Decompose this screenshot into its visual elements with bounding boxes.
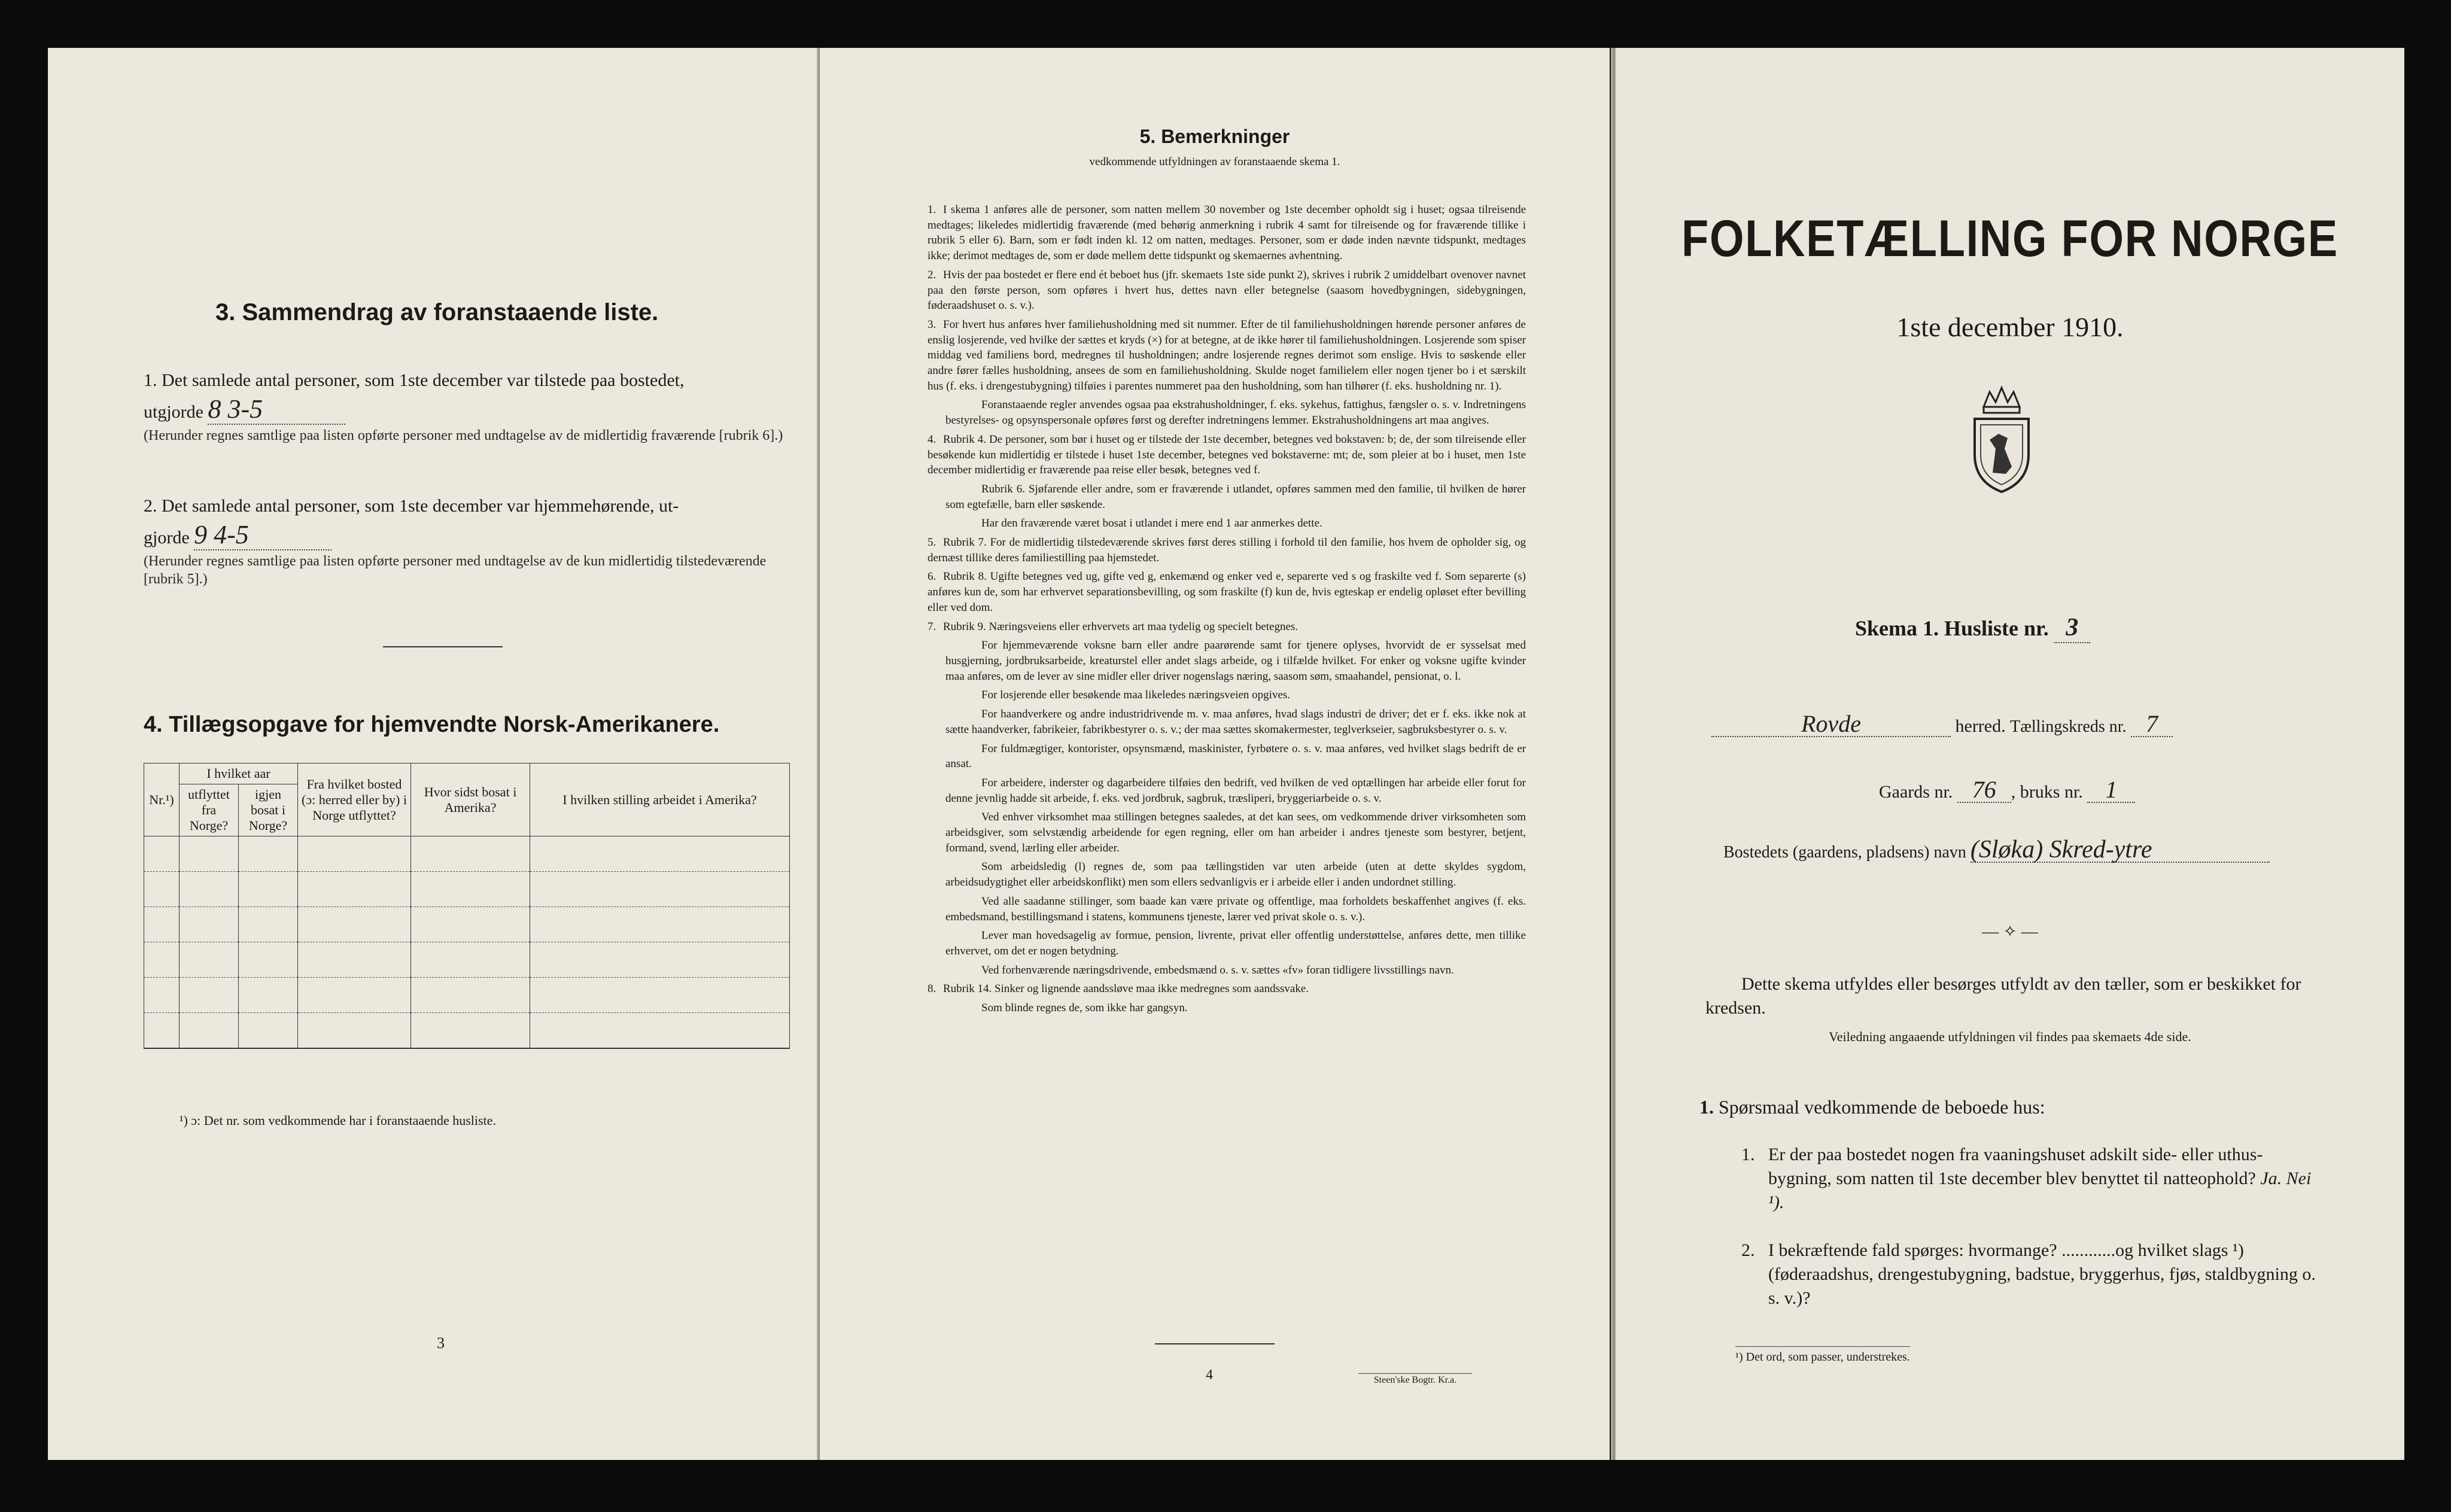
col-emigrated: utflyttet fra Norge? [180, 784, 239, 836]
item-text: Det samlede antal personer, som 1ste december var hjemmehørende, ut- [162, 496, 679, 516]
instruction-1: Dette skema utfyldes eller besørges utfyldt av den tæller, som er beskikket for kredsen. [1705, 974, 2301, 1018]
remark-item [928, 535, 1526, 565]
form-title: FOLKETÆLLING FOR NORGE [1681, 210, 2339, 267]
gaards-label: Gaards nr. [1879, 782, 1953, 802]
schema-heading [1855, 613, 2090, 643]
remark-item [928, 267, 1526, 314]
remark-text: I skema 1 anføres alle de personer, som natten mellem 30 november og 1ste december opholdt sig i huset; ogsaa tilreisende medtages; likeledes midlertidig fraværende (med behørig anmerkning i rubrik 4 samt for tilreisende og for fraværende tillike i rubrik 5 eller 6). Barn, som er født inden kl. 12 om natten, medtages. Personer, som er døde inden nævnte tidspunkt, medtages ikke; derimot medtages de, som er døde mellem dette tidspunkt og skemaernes avhentning. [928, 203, 1526, 263]
divider [383, 646, 503, 647]
item-lead: utgjorde [144, 402, 203, 422]
remark-item [928, 859, 1526, 890]
question-number: 1. [1741, 1145, 1755, 1164]
remark-text: Som blinde regnes de, som ikke har gangsyn. [981, 1002, 1188, 1015]
table-footnote: ¹) ɔ: Det nr. som vedkommende har i foranstaaende husliste. [180, 1113, 496, 1128]
remark-text: For haandverkere og andre industridrivende m. v. maa anføres, hvad slags industri de driver; det er f. eks. ikke nok at sætte haandverker, fabrikeier, fabrikbestyrer o. s. v.; der maa sættes skomakermester, teglverkseier, sagbruksbestyrer o. s. v. [945, 708, 1526, 736]
coat-of-arms-icon [1963, 383, 2041, 497]
remark-text: For fuldmægtiger, kontorister, opsynsmænd, maskinister, fyrbøtere o. s. v. maa anføres, ved hvilket slags bedrift de er ansat. [945, 742, 1526, 771]
heading-text: Spørsmaal vedkommende de beboede hus: [1719, 1096, 2045, 1118]
page-1 [1616, 48, 2404, 1460]
bosted-label: Bostedets (gaardens, pladsens) navn [1723, 843, 1966, 862]
section-4-title: 4. Tillægsopgave for hjemvendte Norsk-Amerikanere. [144, 712, 720, 737]
summary-item-2 [144, 492, 796, 588]
remark-item [928, 894, 1526, 924]
remark-number: 7. [928, 620, 936, 633]
remarks-title: 5. Bemerkninger [1139, 126, 1290, 147]
remark-text: Ved enhver virksomhet maa stillingen betegnes saaledes, at det kan sees, om vedkommende driver virksomheten som arbeidsgiver, som selvstændig arbeidende for egen regning, eller om han arbeider i andres tjeneste som bestyrer, betjent, formand, svend, lærling eller arbeider. [945, 811, 1526, 854]
section-3-title: 3. Sammendrag av foranstaaende liste. [215, 299, 659, 325]
question-text: I bekræftende fald spørges: hvormange? ............og hvilket slags ¹) (føderaadshus, drengestubygning, badstue, bryggerhus, fjøs, staldbygning o. s. v.)? [1768, 1240, 2316, 1308]
remark-item [928, 1000, 1526, 1016]
remark-text: For hvert hus anføres hver familiehusholdning med sit nummer. Efter de til familiehusholdningen hørende personer anføres de enslig losjerende, ved hvilke der sættes et kryds (×) for at betegne, at de ikke hører til familiehusholdningen. Losjerende som spiser middag ved familiens bord, medregnes til husholdningen; andre losjerende regnes derimot som enslige. Hvis to søskende eller andre fører fælles husholdning, ansees de som en familiehusholdning. Skulde noget familielem eller nogen tjener bo i et særskilt hus (f. eks. i drengestubygning) tilføies i parentes nummeret paa den husholdning, som han tilhører (f. eks. husholdning nr. 1). [928, 318, 1526, 393]
remark-number: 2. [928, 268, 936, 281]
remark-text: Ved forhenværende næringsdrivende, embedsmænd o. s. v. sættes «fv» foran tidligere livsstillings navn. [981, 963, 1454, 976]
col-from-where: Fra hvilket bosted (ɔ: herred eller by) i Norge utflyttet? [298, 763, 411, 836]
remark-item [928, 202, 1526, 264]
page-number: 3 [437, 1334, 445, 1352]
herred-label: herred. [1955, 716, 2006, 736]
item-1-note: (Herunder regnes samtlige paa listen opførte personer med undtagelse av de midlertidig fraværende [rubrik 6].) [144, 428, 783, 443]
remark-number: 4. [928, 433, 936, 446]
remark-item [928, 619, 1526, 635]
printer-mark: Steen'ske Bogtr. Kr.a. [1358, 1373, 1472, 1386]
table-row [144, 1013, 790, 1049]
remark-item [928, 810, 1526, 856]
page-4 [820, 48, 1610, 1460]
table-row [144, 836, 790, 872]
question-answer: Ja. Nei ¹). [1768, 1169, 2312, 1212]
bosted-line [1723, 838, 2270, 865]
returnee-table [144, 763, 790, 1049]
col-last-america: Hvor sidst bosat i Amerika? [411, 763, 530, 836]
bruks-label: bruks nr. [2020, 782, 2083, 802]
page-3 [48, 48, 820, 1460]
table-row [144, 872, 790, 907]
instruction-2: Veiledning angaaende utfyldningen vil findes paa skemaets 4de side. [1829, 1029, 2191, 1044]
remarks-subtitle: vedkommende utfyldningen av foranstaaende skema 1. [1089, 156, 1340, 168]
present-count: 8 3-5 [208, 395, 345, 425]
remark-item [928, 707, 1526, 737]
remark-text: Rubrik 7. For de midlertidig tilstedeværende skrives først deres stilling i forhold til den familie, hos hvem de opholder sig, og dernæst tillike deres familiestilling paa hjemstedet. [928, 536, 1526, 564]
krets-label: Tællingskreds nr. [2010, 717, 2127, 736]
bruks-value: 1 [2087, 778, 2135, 803]
remark-number: 8. [928, 982, 936, 996]
page-number: 4 [1206, 1367, 1213, 1383]
remark-item [928, 569, 1526, 615]
remarks-list [928, 202, 1526, 1020]
krets-value: 7 [2131, 712, 2173, 737]
bosted-value: (Sløka) Skred-ytre [1970, 838, 2270, 863]
item-number: 1. [144, 370, 157, 390]
gaards-value: 76 [1957, 778, 2011, 803]
remark-text: For hjemmeværende voksne barn eller andre paarørende samt for tjenere oplyses, hvorvidt de er sysselsat med husgjerning, jordbruksarbeide, kreaturstel eller andet slags arbeide, og i tilfælde hvilket. For enker og voksne ugifte kvinder maa anføres, om de lever av sine midler eller driver nogenslags næring, saasom søm, smaahandel, pensionat, o. l. [945, 639, 1526, 683]
question-2 [1741, 1239, 2316, 1310]
remark-item [928, 638, 1526, 684]
remark-text: For losjerende eller besøkende maa likeledes næringsveien opgives. [981, 689, 1291, 702]
remark-number: 6. [928, 570, 936, 583]
item-2-note: (Herunder regnes samtlige paa listen opførte personer med undtagelse av de kun midlertidig tilstedeværende [rubrik 5].) [144, 553, 767, 587]
remark-text: Hvis der paa bostedet er flere end ét beboet hus (jfr. skemaets 1ste side punkt 2), skrives i rubrik 2 umiddelbart ovenover navnet paa den første person, som opføres i hvert hus, dettes navn eller betegnelse (saasom hovedbygningen, sidebygningen, føderaadshuset o. s. v.). [928, 268, 1526, 312]
remark-text: Rubrik 9. Næringsveiens eller erhvervets art maa tydelig og specielt betegnes. [943, 620, 1299, 633]
col-returned: igjen bosat i Norge? [239, 784, 298, 836]
divider [1155, 1343, 1275, 1344]
page-1-footnote: ¹) Det ord, som passer, understrekes. [1735, 1346, 1910, 1364]
resident-count: 9 4-5 [194, 521, 332, 550]
remark-item [928, 741, 1526, 772]
herred-line [1711, 712, 2173, 739]
table-row [144, 942, 790, 978]
remark-item [928, 687, 1526, 703]
summary-item-1 [144, 366, 796, 445]
gaards-line: Gaards nr. 76 , bruks nr. 1 [1879, 778, 2135, 804]
questions-heading [1699, 1095, 2045, 1119]
remark-text: Rubrik 6. Sjøfarende eller andre, som er fraværende i utlandet, opføres sammen med den familie, til hvilken de hører som egtefælle, barn eller søskende. [945, 482, 1526, 511]
schema-label: Skema 1. Husliste nr. [1855, 616, 2049, 640]
remark-text: Som arbeidsledig (l) regnes de, som paa tællingstiden var uten arbeide (uten at dette skyldes sygdom, arbeidsudygtighet eller arbeidskonflikt) men som ellers sedvanligvis er i arbeide eller i anden undordnet stilling. [945, 860, 1526, 889]
census-date: 1ste december 1910. [1896, 312, 2124, 342]
remark-text: For arbeidere, inderster og dagarbeidere tilføies den bedrift, ved hvilken de ved optællingen har arbeide eller forut for denne jevnlig hadde sit arbeide, f. eks. ved jordbruk, sagbruk, træsliperi, bryggeriarbeide o. s. v. [945, 776, 1526, 805]
remark-item [928, 317, 1526, 394]
col-nr: Nr.¹) [144, 763, 180, 836]
col-year-group: I hvilket aar [180, 763, 298, 784]
remark-item [928, 981, 1526, 997]
remark-text: Foranstaaende regler anvendes ogsaa paa ekstrahusholdninger, f. eks. sykehus, fattighus, fængsler o. s. v. Indretningens bestyrelses- og opsynspersonale opføres først og derefter indretningens lemmer. Ekstrahusholdningens art maa angives. [945, 398, 1526, 427]
question-number: 2. [1741, 1240, 1755, 1260]
remark-number: 3. [928, 318, 936, 331]
remark-text: Rubrik 8. Ugifte betegnes ved ug, gifte ved g, enkemænd og enker ved e, separerte ved s og fraskilte ved f. Som separerte (s) anføres kun de, som har erhvervet separationsbevilling, og som fraskilte (f) kun de, hvis egteskap er endelig opløset efter bevilling eller ved dom. [928, 570, 1526, 614]
col-position: I hvilken stilling arbeidet i Amerika? [530, 763, 790, 836]
table-row [144, 978, 790, 1013]
remark-item [928, 775, 1526, 806]
remark-number: 5. [928, 536, 936, 549]
remark-item [928, 928, 1526, 959]
remark-text: Ved alle saadanne stillinger, som baade kan være private og offentlige, maa forholdets beskaffenhet angives (f. eks. embedsmand, bestillingsmand i statens, kommunens tjeneste, lærer ved privat skole o. s. v.). [945, 895, 1526, 923]
herred-value: Rovde [1711, 712, 1951, 737]
remark-item [928, 516, 1526, 531]
question-text: Er der paa bostedet nogen fra vaaningshuset adskilt side- eller uthus-bygning, som natten til 1ste december blev benyttet til natteophold? [1768, 1145, 2263, 1188]
item-number: 2. [144, 496, 157, 516]
remark-item [928, 963, 1526, 978]
remark-item [928, 482, 1526, 512]
remark-number: 1. [928, 203, 936, 216]
item-text: Det samlede antal personer, som 1ste december var tilstede paa bostedet, [162, 370, 685, 390]
heading-number: 1. [1699, 1096, 1714, 1118]
remark-text: Rubrik 4. De personer, som bør i huset og er tilstede der 1ste december, betegnes ved bokstaven: b; de, der som tilreisende eller besøkende kun midlertidig er tilstede i huset 1ste december, betegnes ved bokstaverne: mt; de, som pleier at bo i huset, men 1ste december midlertidig er fraværende paa reise eller besøk, betegnes ved f. [928, 433, 1526, 477]
remark-text: Rubrik 14. Sinker og lignende aandssløve maa ikke medregnes som aandssvake. [943, 982, 1309, 996]
item-lead: gjorde [144, 528, 190, 547]
remark-text: Har den fraværende været bosat i utlandet i mere end 1 aar anmerkes dette. [981, 517, 1322, 530]
remark-text: Lever man hovedsagelig av formue, pension, livrente, privat eller offentlig understøttelse, anføres dette, men tillike erhvervet, om det er nogen betydning. [945, 929, 1526, 957]
remark-item [928, 397, 1526, 428]
ornament-icon: — ✧ — [1982, 923, 2038, 941]
question-1 [1741, 1143, 2316, 1215]
husliste-number: 3 [2054, 613, 2090, 643]
table-row [144, 907, 790, 942]
remark-item [928, 432, 1526, 478]
